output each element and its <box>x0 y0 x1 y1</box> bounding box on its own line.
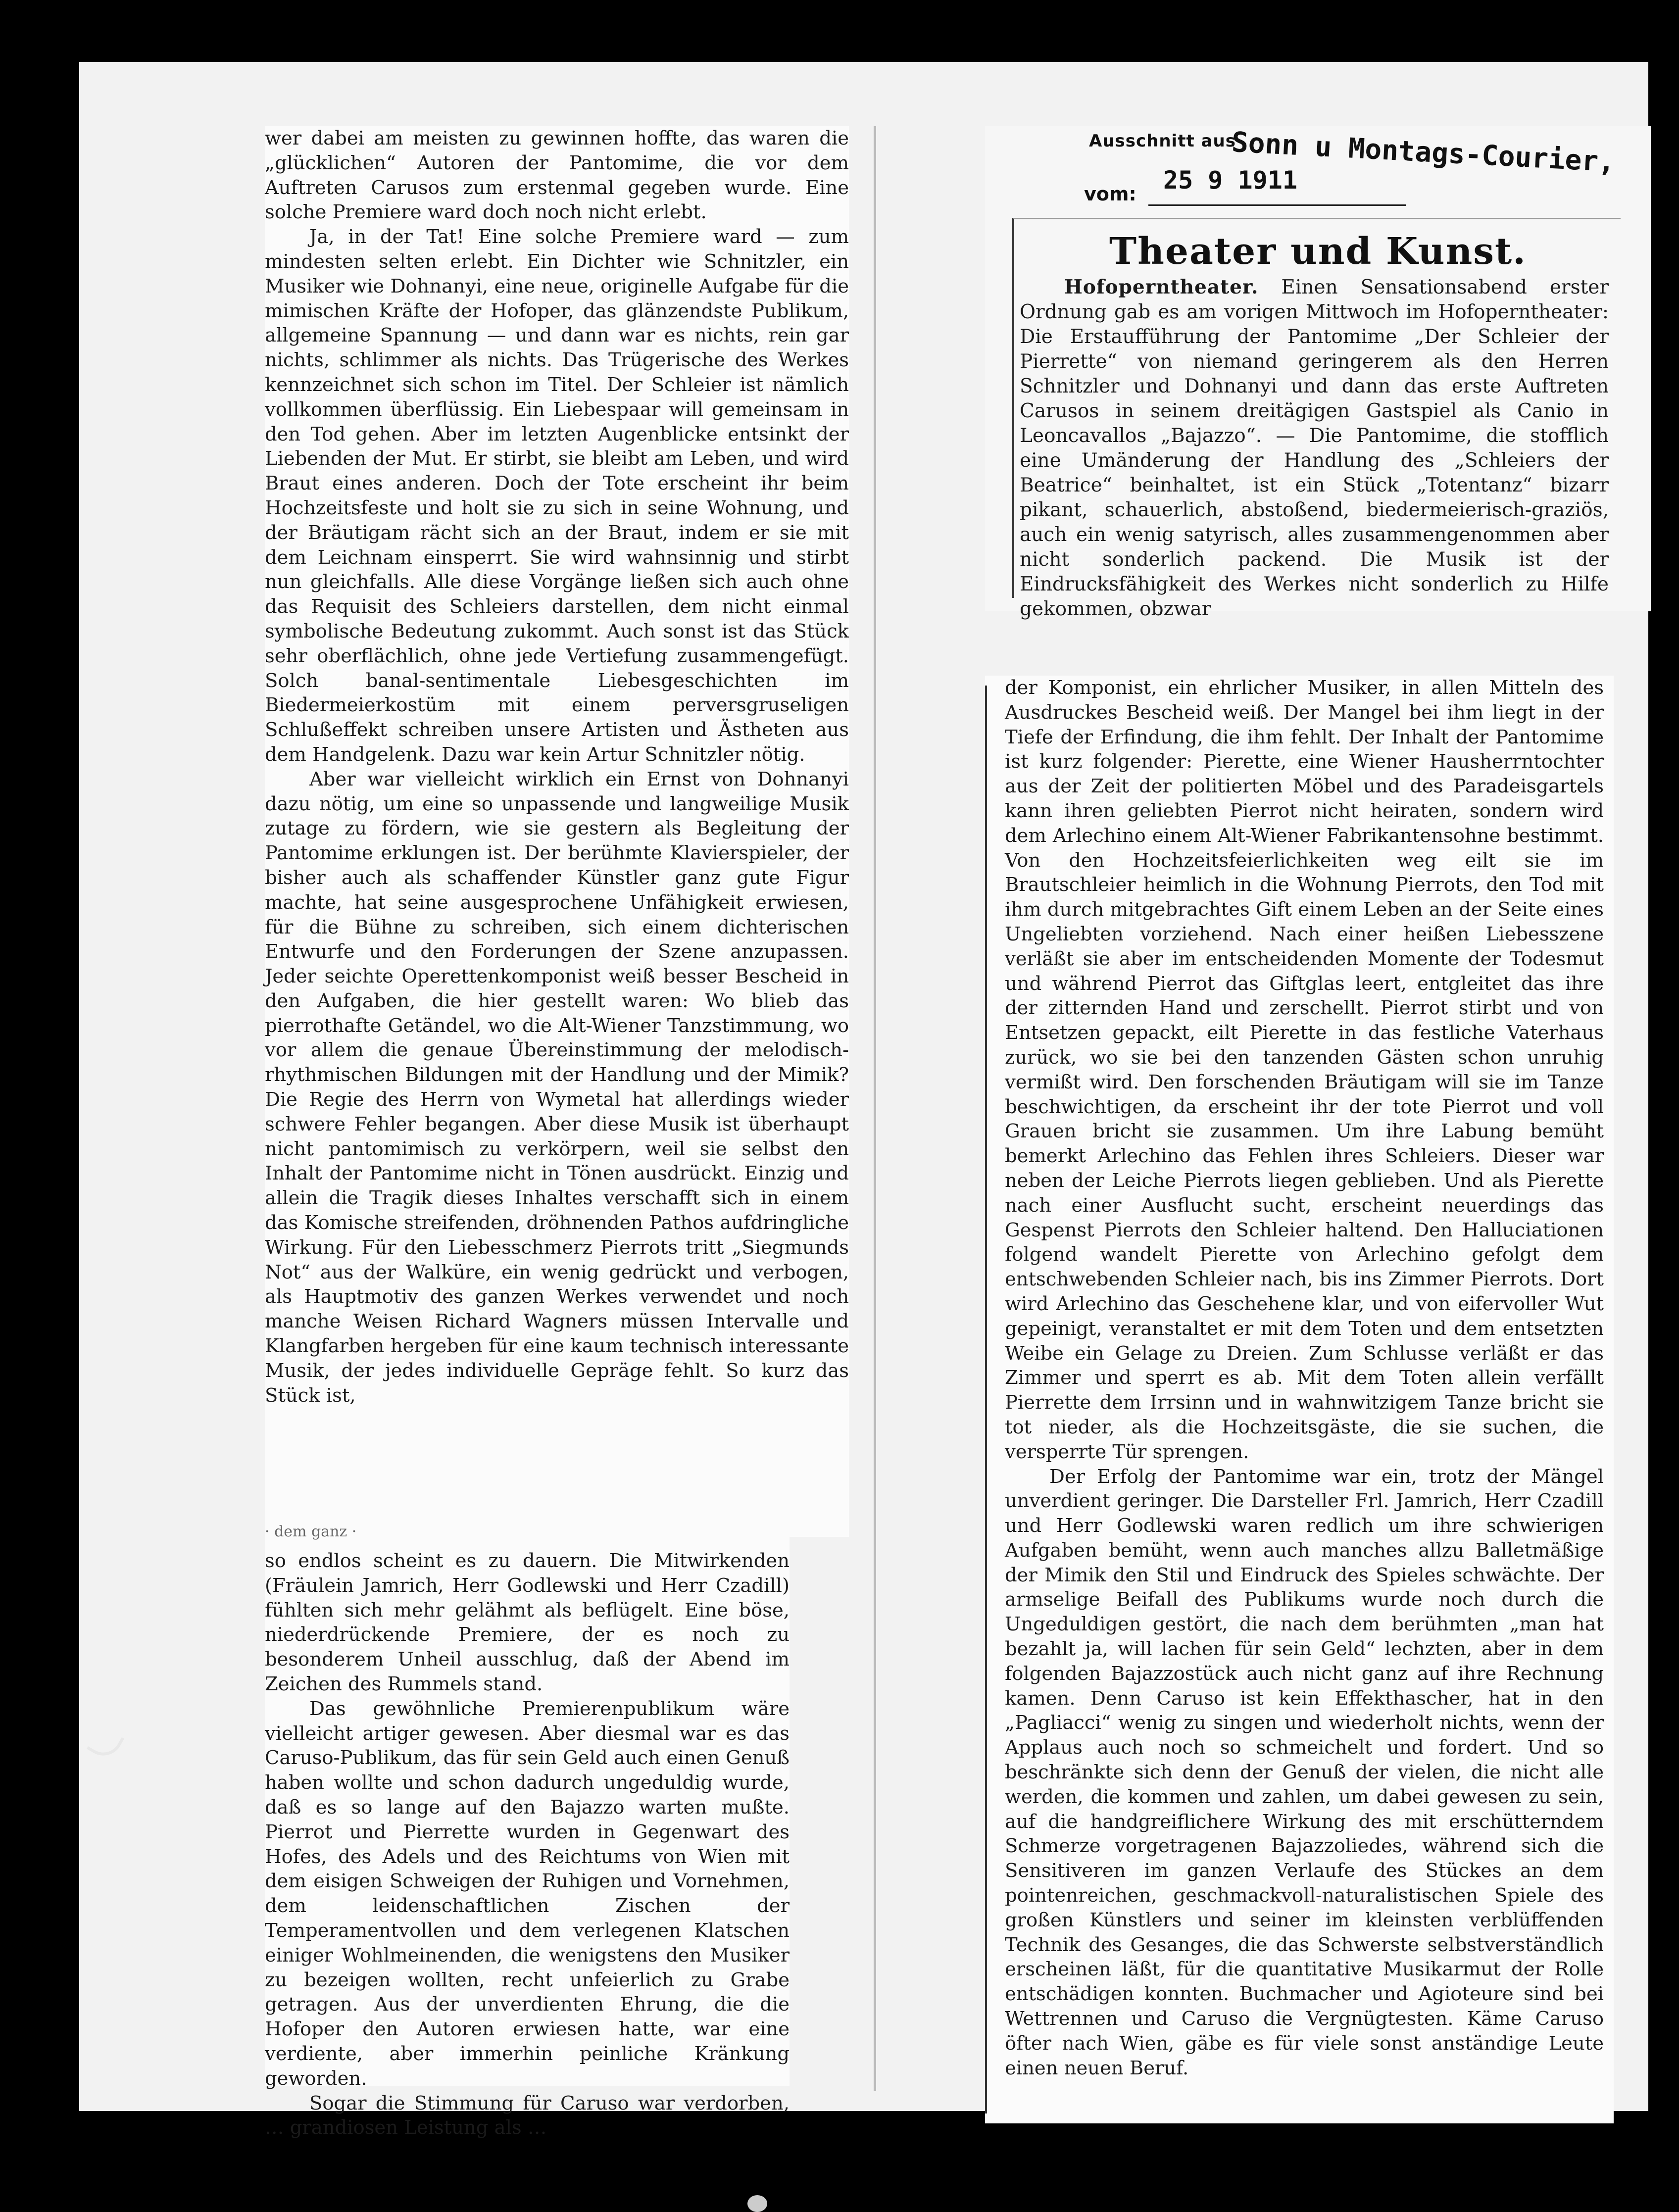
left-clipping-upper <box>265 126 849 1537</box>
header-article-text: Einen Sensationsabend erster Ordnung gab es am vorigen Mittwoch im Hofoperntheater: Die Erstaufführung der Pantomime „Der Schleier der Pierrette“ von niemand geringerem als den Herren Schnitzler und Dohnanyi und dann das erste Auftreten Carusos in seinem dreitägigen Gastspiel als Canio in Leoncavallos „Bajazzo“. — Die Pantomime, die stofflich eine Umänderung der Handlung des „Schleiers der Beatrice“ beinhaltet, ist ein Stück „Totentanz“ bizarr pikant, schauerlich, abstoßend, biedermeierisch-graziös, auch ein wenig satyrisch, alles zusammengenommen aber nicht sonderlich packend. Die Musik ist der Eindrucksfähigkeit des Werkes nicht sonderlich zu Hilfe gekommen, obzwar <box>1020 276 1609 620</box>
section-title: Theater und Kunst. <box>1109 230 1527 273</box>
column-rule <box>985 686 987 2114</box>
cut-off-line: · dem ganz · <box>265 1523 357 1540</box>
header-clipping <box>985 126 1651 620</box>
right-paragraph-2: Der Erfolg der Pantomime war ein, trotz der Mängel unverdient geringer. Die Darsteller Frl. Jamrich, Herr Czadill und Herr Godlewski waren redlich um ihre schwierigen Aufgaben bemüht, wenn auch manches allzu Balletmäßige der Mimik den Stil und Eindruck des Spieles schwächte. Der armselige Beifall des Publikums wurde noch durch die Ungeduldigen gestört, die nach dem berühmten „man hat bezahlt ja, will lachen für sein Geld“ lechzten, aber in dem folgenden Bajazzostück auch nicht ganz auf ihre Rechnung kamen. Denn Caruso ist kein Effekthascher, hat in den „Pagliacci“ wenig zu singen und wiederholt nichts, wenn der Applaus auch noch so schmeichelt und fordert. Und so beschränkte sich denn der Genuß der vielen, die nicht alle werden, die kommen und zahlen, um dabei gewesen zu sein, auf die handgreiflichere Wirkung des mit erschütterndem Schmerze vorgetragenen Bajazzoliedes, während sich die Sensitiveren im ganzen Verlaufe des Stückes an dem pointenreichen, geschmackvoll-naturalistischen Spiele des großen Künstlers und seiner im kleinsten verblüffenden Technik des Gesanges, die das Schwerste selbstverständlich erscheinen läßt, für die quantitative Musikarmut der Rolle entschädigen konnten. Buchmacher und Agioteure sind bei Wettrennen und Caruso die Vergnügtesten. Käme Caruso öfter nach Wien, gäbe es für viele sonst anständige Leute einen neuen Beruf. <box>1005 1465 1604 2079</box>
left-paragraph-2: Aber war vielleicht wirklich ein Ernst von Dohnanyi dazu nötig, um eine so unpassende und langweilige Musik zutage zu fördern, wie sie gestern als Begleitung der Pantomime erklungen ist. Der berühmte Klavierspieler, der bisher auch als schaffender Künstler ganz gute Figur machte, hat seine ausgesprochene Unfähigkeit erwiesen, für die Bühne zu schreiben, sich einem dichterischen Entwurfe und den Forderungen der Szene anzupassen. Jeder seichte Operettenkomponist weiß besser Bescheid in den Aufgaben, die hier gestellt waren: Wo blieb das pierrothafte Getändel, wo die Alt-Wiener Tanzstimmung, wo vor allem die genaue Übereinstimmung der melodisch-rhythmischen Bildungen mit der Handlung und der Mimik? Die Regie des Herrn von Wymetal hat allerdings wieder schwere Fehler begangen. Aber diese Musik ist überhaupt nicht pantomimisch zu verkörpern, weil sie selbst den Inhalt der Pantomime nicht in Tönen ausdrückt. Einzig und allein die Tragik dieses Inhaltes verschafft sich in einem das Komische streifenden, dröhnenden Pathos aufdringliche Wirkung. Für den Liebesschmerz Pierrots tritt „Siegmunds Not“ aus der Walküre, ein wenig gedrückt und verbogen, als Hauptmotiv des ganzen Werkes verwendet und noch manche Weisen Richard Wagners müssen Intervalle und Klangfarben hergeben für eine kaum technisch interessante Musik, der jedes individuelle Gepräge fehlt. So kurz das Stück ist, <box>265 768 849 1407</box>
gutter-divider <box>874 126 876 2091</box>
scan-artifact <box>87 1725 124 1763</box>
left-bottom-paragraph-3: Sogar die Stimmung für Caruso war verdorben, … grandiosen Leistung als … <box>265 2092 790 2139</box>
right-clipping <box>985 676 1614 2123</box>
right-paragraph-1: der Komponist, ein ehrlicher Musiker, in allen Mitteln des Ausdruckes Bescheid weiß. Der Mangel bei ihm liegt in der Tiefe der Erfindung, die ihm fehlt. Der Inhalt der Pantomime ist kurz folgender: Pierette, eine Wiener Hausherrntochter aus der Zeit der politierten Möbel und des Paradeisgartels kann ihren geliebten Pierrot nicht heiraten, sondern wird dem Arlechino einem Alt-Wiener Fabrikantensohne bestimmt. Von den Hochzeitsfeierlichkeiten weg eilt sie im Brautschleier heimlich in die Wohnung Pierrots, den Tod mit ihm durch mitgebrachtes Gift einem Leben an der Seite eines Ungeliebten vorziehend. Nach einer heißen Liebesszene verläßt sie aber im entscheidenden Momente der Todesmut und während Pierrot das Giftglas leert, entgleitet das ihre der zitternden Hand und zerschellt. Pierrot stirbt und von Entsetzen gepackt, eilt Pierette in das festliche Vaterhaus zurück, wo sie bei den tanzenden Gästen schon unruhig vermißt wird. Den forschenden Bräutigam will sie im Tanze beschwichtigen, da erscheint ihr der tote Pierrot und voll Grauen bricht sie zusammen. Um ihre Labung bemüht bemerkt Arlechino das Fehlen ihres Schleiers. Dieser war neben der Leiche Pierrots liegen geblieben. Und als Pierette nach einer Ausflucht sucht, erscheint neuerdings das Gespenst Pierrots den Schleier haltend. Den Halluciationen folgend wandelt Pierette von Arlechino gefolgt dem entschwebenden Schleier nach, bis ins Zimmer Pierrots. Dort wird Arlechino das Geschehene klar, und von eifervoller Wut gepeinigt, veranstaltet er mit dem Toten und dem entsetzten Weibe ein Gelage zu Dreien. Zum Schlusse verläßt er das Zimmer und sperrt es ab. Mit dem Toten allein verfällt Pierrette dem Irrsinn und in wahnwitzigem Tanze bricht sie tot nieder, als die Hochzeitsgäste, die sie suchen, die versperrte Tür sprengen. <box>1005 677 1604 1463</box>
left-clipping-lower <box>265 1522 790 2139</box>
scan-hole <box>747 2195 767 2212</box>
left-bottom-paragraph-2: Das gewöhnliche Premierenpublikum wäre vielleicht artiger gewesen. Aber diesmal war es das Caruso-Publikum, das für sein Geld auch einen Genuß haben wollte und schon dadurch ungeduldig wurde, daß es so lange auf den Bajazzo warten mußte. Pierrot und Pierrette wurden in Gegenwart des Hofes, des Adels und des Reichtums von Wien mit dem eisigen Schweigen der Ruhigen und Vornehmen, dem leidenschaftlichen Zischen der Temperamentvollen und dem verlegenen Klatschen einiger Wohlmeinenden, die wenigstens den Musiker zu bezeigen wollten, recht unfeierlich zu Grabe getragen. Aus der unverdienten Ehrung, die die Hofoper den Autoren erwiesen hatte, war eine verdiente, aber immerhin peinliche Kränkung geworden. <box>265 1697 790 2090</box>
date-stamp: 25 9 1911 <box>1163 166 1297 195</box>
right-column-text <box>1005 676 1604 2080</box>
left-column-text <box>265 126 849 1408</box>
left-top-fragment: wer dabei am meisten zu gewinnen hoffte, das waren die „glücklichen“ Autoren der Pantomime, die vor dem Auftreten Carusos zum erstenmal gegeben wurde. Eine solche Premiere ward doch noch nicht erlebt. <box>265 127 849 224</box>
scan-sheet <box>79 62 1648 2139</box>
date-label: vom: <box>1084 183 1136 205</box>
date-underline <box>1148 204 1406 206</box>
article-lead: Hofoperntheater. <box>1064 276 1259 298</box>
header-article <box>1020 275 1609 622</box>
left-bottom-paragraph-1: so endlos scheint es zu dauern. Die Mitwirkenden (Fräulein Jamrich, Herr Godlewski und Herr Czadill) fühlten sich mehr gelähmt als beflügelt. Eine böse, niederdrückende Premiere, der es noch zu besonderem Unheil ausschlug, daß der Abend im Zeichen des Rummels stand. <box>265 1550 790 1695</box>
clipping-label: Ausschnitt aus <box>1089 131 1236 151</box>
left-paragraph-1: Ja, in der Tat! Eine solche Premiere ward — zum mindesten selten erlebt. Ein Dichter wie Schnitzler, ein Musiker wie Dohnanyi, eine neue, originelle Aufgabe für die mimischen Kräfte der Hofoper, das glänzendste Publikum, allgemeine Spannung — und dann war es nichts, rein gar nichts, schlimmer als nichts. Das Trügerische des Werkes kennzeichnet sich schon im Titel. Der Schleier ist nämlich vollkommen überflüssig. Ein Liebespaar will gemeinsam in den Tod gehen. Aber im letzten Augenblicke entsinkt der Liebenden der Mut. Er stirbt, sie bleibt am Leben, und wird Braut eines anderen. Doch der Tote erscheint ihr beim Hochzeitsfeste und holt sie zu sich in seine Wohnung, und der Bräutigam rächt sich an der Braut, indem er sie mit dem Leichnam einsperrt. Sie wird wahnsinnig und stirbt nun gleichfalls. Alle diese Vorgänge ließen sich auch ohne das Requisit des Schleiers darstellen, dem nicht einmal symbolische Bedeutung zukommt. Auch sonst ist das Stück sehr oberflächlich, ohne jede Vertiefung zusammengefügt. Solch banal-sentimentale Liebesgeschichten im Biedermeierkostüm mit einem perversgruseligen Schlußeffekt schreiben unsere Artisten und Ästheten aus dem Handgelenk. Dazu war kein Artur Schnitzler nötig. <box>265 226 849 766</box>
source-stamp: Sonn u Montags-Courier, <box>1231 126 1616 179</box>
